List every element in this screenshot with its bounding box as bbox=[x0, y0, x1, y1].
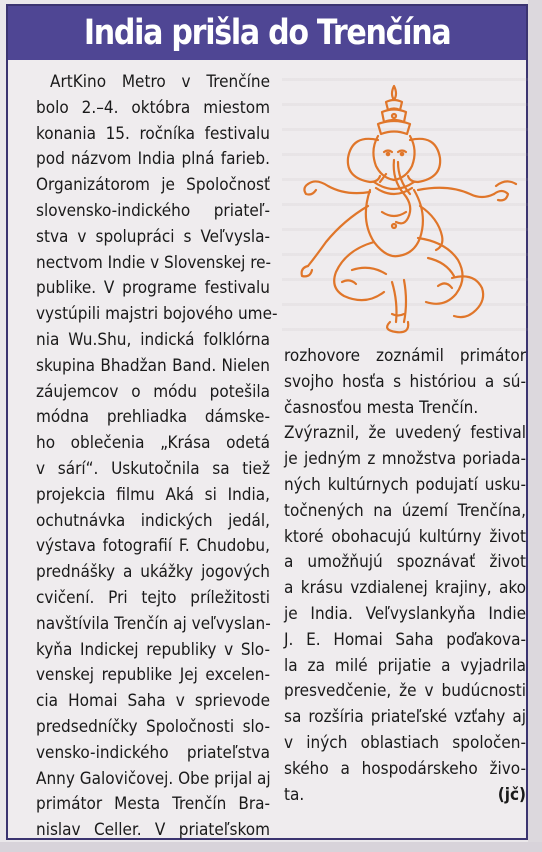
left-line: v sárí“. Uskutočnila sa tiež bbox=[36, 458, 270, 479]
left-line: slovensko-indického priateľ- bbox=[36, 200, 270, 221]
page-bottom-edge bbox=[0, 842, 542, 852]
right-line: J. E. Homai Saha poďakova- bbox=[284, 629, 526, 650]
left-line: primátor Mesta Trenčín Bra- bbox=[36, 794, 270, 815]
dancing-ganesha-icon bbox=[282, 82, 528, 340]
left-line: záujemcov o módu potešila bbox=[36, 381, 270, 402]
article-right-column bbox=[284, 344, 526, 808]
left-line: stva v spolupráci s Veľvysla- bbox=[36, 226, 270, 247]
left-line: venskej republike Jej excelen- bbox=[36, 665, 270, 686]
right-line: ných kultúrnych podujatí usku- bbox=[284, 474, 526, 495]
left-line: cia Homai Saha v sprievode bbox=[36, 691, 270, 712]
left-line: publike. V programe festivalu bbox=[36, 278, 270, 299]
left-line: prednášky a ukážky jogových bbox=[36, 562, 270, 583]
right-line: časnosťou mesta Trenčín. bbox=[284, 397, 479, 418]
right-line: v iných oblastiach spoločen- bbox=[284, 732, 526, 753]
right-line: presvedčenie, že v budúcnosti bbox=[284, 681, 526, 702]
article-title: India prišla do Trenčína bbox=[83, 13, 451, 53]
right-line: sa rozšíria priateľské vzťahy aj bbox=[284, 707, 526, 728]
left-line: Organizátorom je Spoločnosť bbox=[36, 175, 270, 196]
left-line: projekcia filmu Aká si India, bbox=[36, 484, 270, 505]
right-line: a umožňujú spoznávať život bbox=[284, 552, 526, 573]
article-left-column bbox=[36, 70, 278, 844]
left-line: ArtKino Metro v Trenčíne bbox=[50, 72, 270, 92]
right-line: Zvýraznil, že uvedený festival bbox=[284, 423, 526, 444]
left-line: ho oblečenia „Krása odetá bbox=[36, 433, 270, 454]
left-line: konania 15. ročníka festivalu bbox=[36, 123, 270, 144]
left-line: vystúpili majstri bojového ume- bbox=[36, 304, 278, 325]
left-line: skupina Bhadžan Band. Nielen bbox=[36, 355, 270, 376]
left-line: Anny Galovičovej. Obe prijal aj bbox=[36, 768, 271, 789]
left-line: bolo 2.–4. októbra miestom bbox=[36, 97, 270, 118]
closing-text: ta. bbox=[284, 784, 305, 805]
adjacent-page-edge bbox=[528, 0, 542, 852]
left-line: nislav Celler. V priateľskom bbox=[36, 820, 270, 841]
left-line: módna prehliadka dámske- bbox=[36, 407, 270, 428]
left-line: ochutnávka indických jedál, bbox=[36, 510, 270, 531]
right-line: a krásu vzdialenej krajiny, ako bbox=[284, 578, 526, 599]
right-line: točnených na území Trenčína, bbox=[284, 500, 526, 521]
right-line: je jedným z množstva poriada- bbox=[284, 449, 526, 470]
right-line: rozhovore zoznámil primátor bbox=[284, 346, 526, 366]
left-line: predsedníčky Spoločnosti slo- bbox=[36, 716, 270, 737]
right-line: ktoré obohacujú kultúrny život bbox=[284, 526, 526, 547]
right-line: la za milé prijatie a vyjadrila bbox=[284, 655, 526, 676]
left-line: výstava fotografií F. Chudobu, bbox=[36, 536, 270, 557]
author-signature: (jč) bbox=[497, 784, 526, 805]
left-line: nia Wu.Shu, indická folklórna bbox=[36, 329, 270, 350]
right-line: ského a hospodárskeho živo- bbox=[284, 758, 526, 779]
left-line: nectvom Indie v Slovenskej re- bbox=[36, 252, 272, 273]
right-line: svojho hosťa s históriou a sú- bbox=[284, 371, 526, 392]
left-line: pod názvom India plná farieb. bbox=[36, 149, 270, 170]
left-line: vensko-indického priateľstva bbox=[36, 742, 270, 763]
title-bar bbox=[8, 6, 526, 60]
right-last-line bbox=[284, 783, 526, 809]
left-line: cvičení. Pri tejto príležitosti bbox=[36, 587, 270, 608]
left-line: kyňa Indickej republiky v Slo- bbox=[36, 639, 270, 660]
left-line: navštívila Trenčín aj veľvyslan- bbox=[36, 613, 271, 634]
right-line: je India. Veľvyslankyňa Indie bbox=[284, 603, 526, 624]
